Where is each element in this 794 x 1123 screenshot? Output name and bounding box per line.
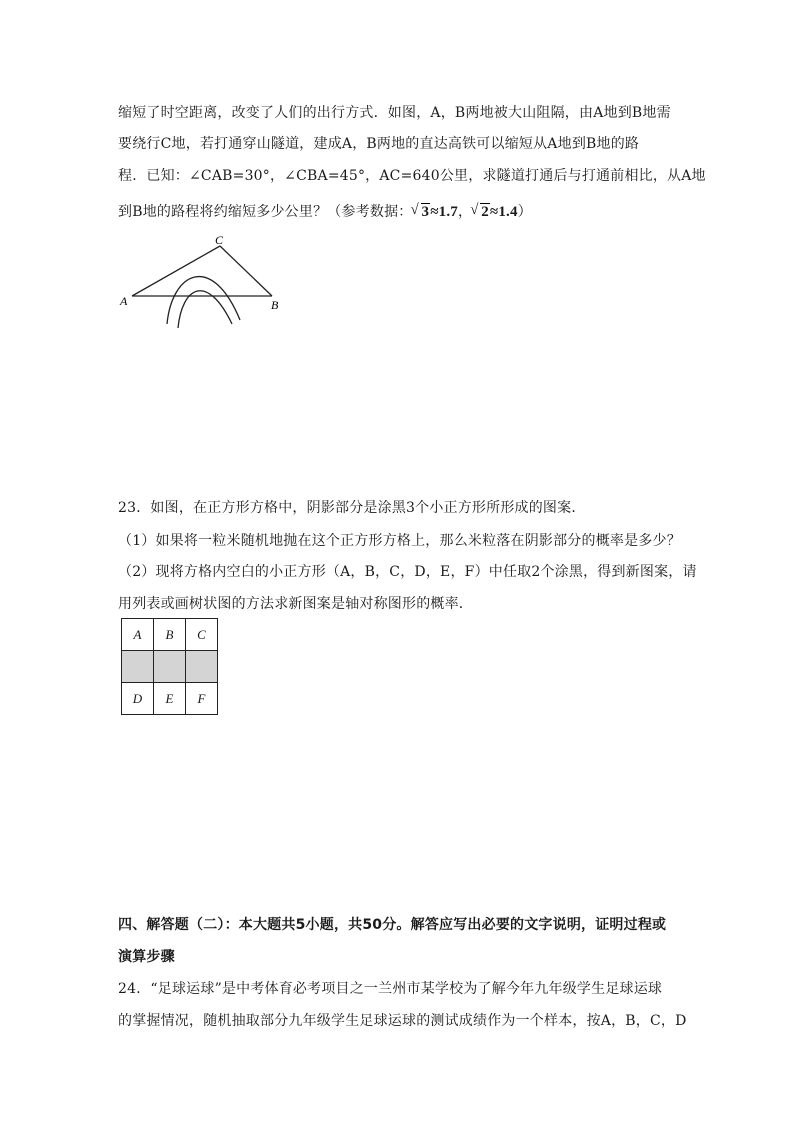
grid-cell-e: E [154, 683, 186, 715]
q23-line-2: （1）如果将一粒米随机地抛在这个正方形方格上，那么米粒落在阴影部分的概率是多少？ [118, 533, 681, 549]
q22-line-4 [118, 201, 532, 221]
grid-cell-d: D [122, 683, 154, 715]
q23-line-1: 23．如图，在正方形方格中，阴影部分是涂黑3个小正方形所形成的图案． [118, 500, 586, 516]
grid-cell-a: A [122, 619, 154, 651]
section-4-heading-line-1: 四、解答题（二）：本大题共5小题，共50分。解答应写出必要的文字说明，证明过程或 [118, 917, 667, 933]
label-a: A [120, 294, 128, 308]
grid-cell-shaded [154, 651, 186, 683]
q22-line-1: 缩短了时空距离，改变了人们的出行方式．如图，A，B两地被大山阻隔，由A地到B地需 [118, 105, 671, 121]
sqrt-2: √ 2 [472, 204, 490, 221]
q22-line-2: 要绕行C地，若打通穿山隧道，建成A，B两地的直达高铁可以缩短从A地到B地的路 [118, 136, 640, 152]
q23-line-3: （2）现将方格内空白的小正方形（A，B，C，D，E，F）中任取2个涂黑，得到新图案，请 [118, 564, 697, 580]
square-grid-figure [121, 618, 218, 715]
close-paren: ） [517, 204, 532, 220]
q23-line-4: 用列表或画树状图的方法求新图案是轴对称图形的概率． [118, 596, 473, 612]
grid-cell-b: B [154, 619, 186, 651]
grid-cell-c: C [186, 619, 218, 651]
q22-line-3: 程．已知：∠CAB=30°，∠CBA=45°，AC=640公里，求隧道打通后与打通前相比，从A地 [118, 168, 706, 184]
approx-value-1: ≈1.7 [430, 204, 458, 220]
side-cb [220, 246, 272, 296]
grid-cell-shaded [122, 651, 154, 683]
sqrt-3: √ 3 [413, 204, 431, 221]
grid-cell-f: F [186, 683, 218, 715]
q22-line-4-text: 到B地的路程将约缩短多少公里？（参考数据： [118, 204, 413, 220]
section-4-heading-line-2: 演算步骤 [118, 949, 175, 965]
approx-value-2: ≈1.4 [489, 204, 518, 220]
tunnel-triangle-figure [112, 232, 292, 330]
label-c: C [215, 233, 224, 247]
side-ac [132, 246, 220, 296]
grid-cell-shaded [186, 651, 218, 683]
q24-line-1: 24．“足球运球”是中考体育必考项目之一兰州市某学校为了解今年九年级学生足球运球 [118, 981, 663, 997]
q24-line-2: 的掌握情况，随机抽取部分九年级学生足球运球的测试成绩作为一个样本，按A，B，C，D [118, 1013, 687, 1029]
separator: ， [458, 204, 473, 220]
label-b: B [271, 298, 279, 312]
